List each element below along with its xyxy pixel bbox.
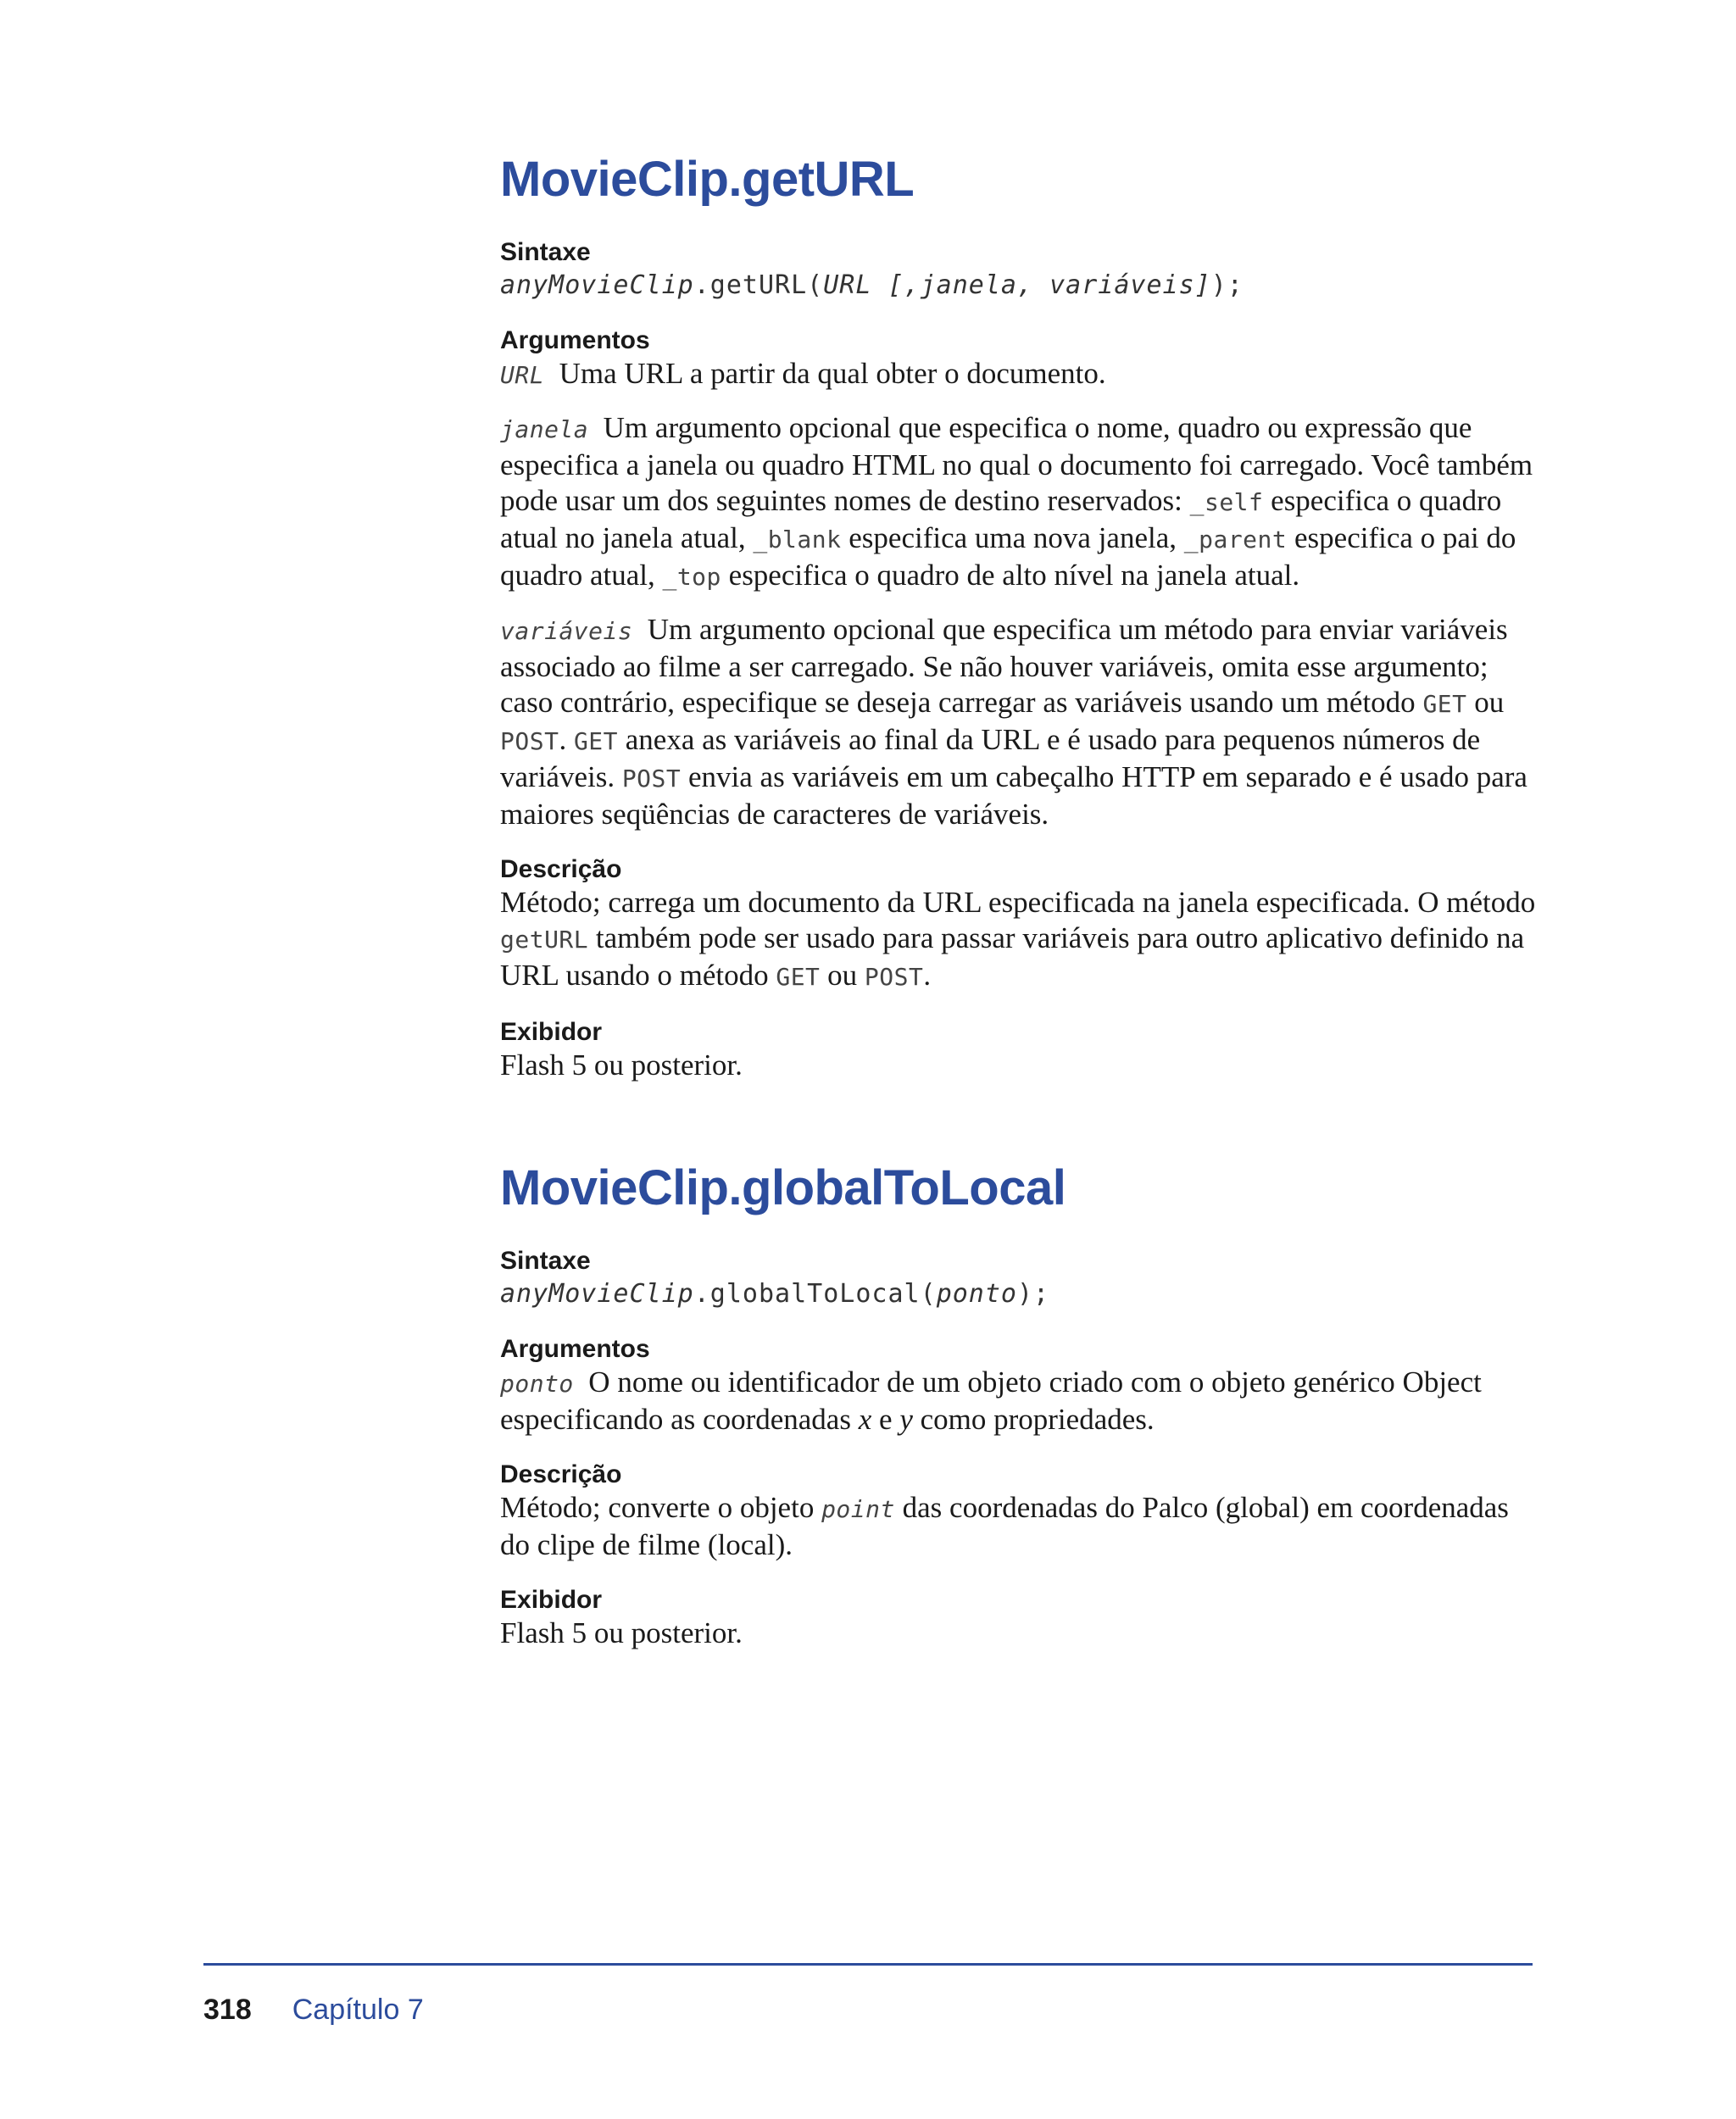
inline-code: _top bbox=[662, 562, 721, 591]
syntax-method: .globalToLocal( bbox=[693, 1278, 937, 1309]
page-number: 318 bbox=[203, 1994, 252, 2026]
argument-name: variáveis bbox=[500, 616, 633, 645]
argument-text: O nome ou identificador de um objeto criado com o objeto genérico Object especificando as coordenadas bbox=[500, 1365, 1482, 1436]
player-label: Exibidor bbox=[500, 1585, 603, 1614]
syntax-args: ponto bbox=[936, 1278, 1017, 1309]
syntax-object: anyMovieClip bbox=[500, 270, 694, 300]
player-text: Flash 5 ou posterior. bbox=[500, 1048, 743, 1082]
syntax-close: ); bbox=[1017, 1278, 1050, 1309]
description-part: Método; carrega um documento da URL especificada na janela especificada. O método bbox=[500, 885, 1536, 919]
player-block bbox=[500, 1017, 1543, 1083]
syntax-block bbox=[500, 1246, 1543, 1312]
arguments-label: Argumentos bbox=[500, 325, 650, 354]
syntax-block bbox=[500, 237, 1543, 303]
argument-text: anexa as variáveis ao final da URL e é usado para pequenos números de variáveis. bbox=[500, 722, 1481, 793]
argument-name: janela bbox=[500, 414, 589, 443]
argument-url bbox=[500, 356, 1543, 393]
syntax-label: Sintaxe bbox=[500, 1246, 591, 1275]
inline-code: GET bbox=[776, 962, 821, 991]
syntax-object: anyMovieClip bbox=[500, 1278, 694, 1309]
inline-code: _self bbox=[1189, 487, 1264, 516]
argument-name: URL bbox=[500, 360, 545, 389]
argument-text: especifica o quadro de alto nível na janela atual. bbox=[721, 558, 1300, 592]
argument-text: como propriedades. bbox=[912, 1402, 1155, 1436]
description-text bbox=[500, 885, 1543, 995]
argument-text: especifica o quadro atual no janela atual, bbox=[500, 483, 1502, 554]
player-text: Flash 5 ou posterior. bbox=[500, 1616, 743, 1649]
inline-code: GET bbox=[1422, 689, 1467, 718]
section-title-geturl: MovieClip.getURL bbox=[500, 152, 915, 207]
player-label: Exibidor bbox=[500, 1017, 603, 1046]
variable-y: y bbox=[899, 1402, 913, 1436]
inline-code: POST bbox=[500, 726, 559, 755]
argument-janela bbox=[500, 410, 1543, 595]
argument-name: ponto bbox=[500, 1369, 574, 1398]
description-part: ou bbox=[820, 958, 865, 992]
description-text bbox=[500, 1490, 1543, 1563]
inline-code: _parent bbox=[1183, 525, 1288, 553]
inline-code: POST bbox=[621, 764, 682, 793]
inline-code: _blank bbox=[753, 525, 842, 553]
inline-code: GET bbox=[573, 726, 619, 755]
argument-text: especifica uma nova janela, bbox=[841, 520, 1184, 554]
argument-text: e bbox=[871, 1402, 900, 1436]
argument-text: Um argumento opcional que especifica o nome, quadro ou expressão que especifica a janela ou quadro HTML no qual o documento foi carregado. Você também pode usar um dos seguintes nomes de destino reservados: bbox=[500, 410, 1533, 517]
argument-text: Uma URL a partir da qual obter o documento. bbox=[559, 356, 1106, 390]
argument-text: . bbox=[559, 722, 574, 756]
argument-variaveis bbox=[500, 612, 1543, 832]
page-content bbox=[500, 153, 1543, 1673]
argument-text: especifica o pai do quadro atual, bbox=[500, 520, 1516, 592]
description-part: das coordenadas do Palco (global) em coordenadas do clipe de filme (local). bbox=[500, 1490, 1509, 1561]
inline-code: point bbox=[821, 1494, 895, 1523]
description-label: Descrição bbox=[500, 1460, 622, 1488]
syntax-args: URL [,janela, variáveis] bbox=[823, 270, 1211, 300]
description-block bbox=[500, 854, 1543, 995]
description-part: Método; converte o objeto bbox=[500, 1490, 822, 1524]
syntax-label: Sintaxe bbox=[500, 237, 591, 266]
description-block bbox=[500, 1460, 1543, 1563]
arguments-block bbox=[500, 1334, 1543, 1438]
player-block bbox=[500, 1585, 1543, 1651]
argument-text: ou bbox=[1466, 685, 1505, 719]
syntax-code bbox=[500, 268, 1543, 303]
syntax-close: ); bbox=[1210, 270, 1244, 300]
variable-x: x bbox=[858, 1402, 872, 1436]
description-label: Descrição bbox=[500, 854, 622, 883]
footer-rule bbox=[203, 1963, 1533, 1966]
description-part: . bbox=[923, 958, 932, 992]
argument-text: Um argumento opcional que especifica um método para enviar variáveis associado ao filme a ser carregado. Se não houver variáveis, omita esse argumento; caso contrário, especifique se deseja carregar as variáveis usando um método bbox=[500, 612, 1508, 719]
argument-text: envia as variáveis em um cabeçalho HTTP em separado e é usado para maiores seqüências de caracteres de variáveis. bbox=[500, 759, 1527, 831]
argument-ponto bbox=[500, 1365, 1543, 1438]
chapter-label: Capítulo 7 bbox=[292, 1994, 424, 2026]
syntax-code bbox=[500, 1276, 1543, 1312]
inline-code: getURL bbox=[500, 925, 589, 954]
syntax-method: .getURL( bbox=[693, 270, 824, 300]
inline-code: POST bbox=[864, 962, 924, 991]
arguments-label: Argumentos bbox=[500, 1334, 650, 1363]
page-footer bbox=[203, 1994, 424, 2027]
section-title-globaltolocal: MovieClip.globalToLocal bbox=[500, 1160, 1066, 1215]
description-part: também pode ser usado para passar variáveis para outro aplicativo definido na URL usando o método bbox=[500, 920, 1525, 992]
arguments-block bbox=[500, 325, 1543, 832]
